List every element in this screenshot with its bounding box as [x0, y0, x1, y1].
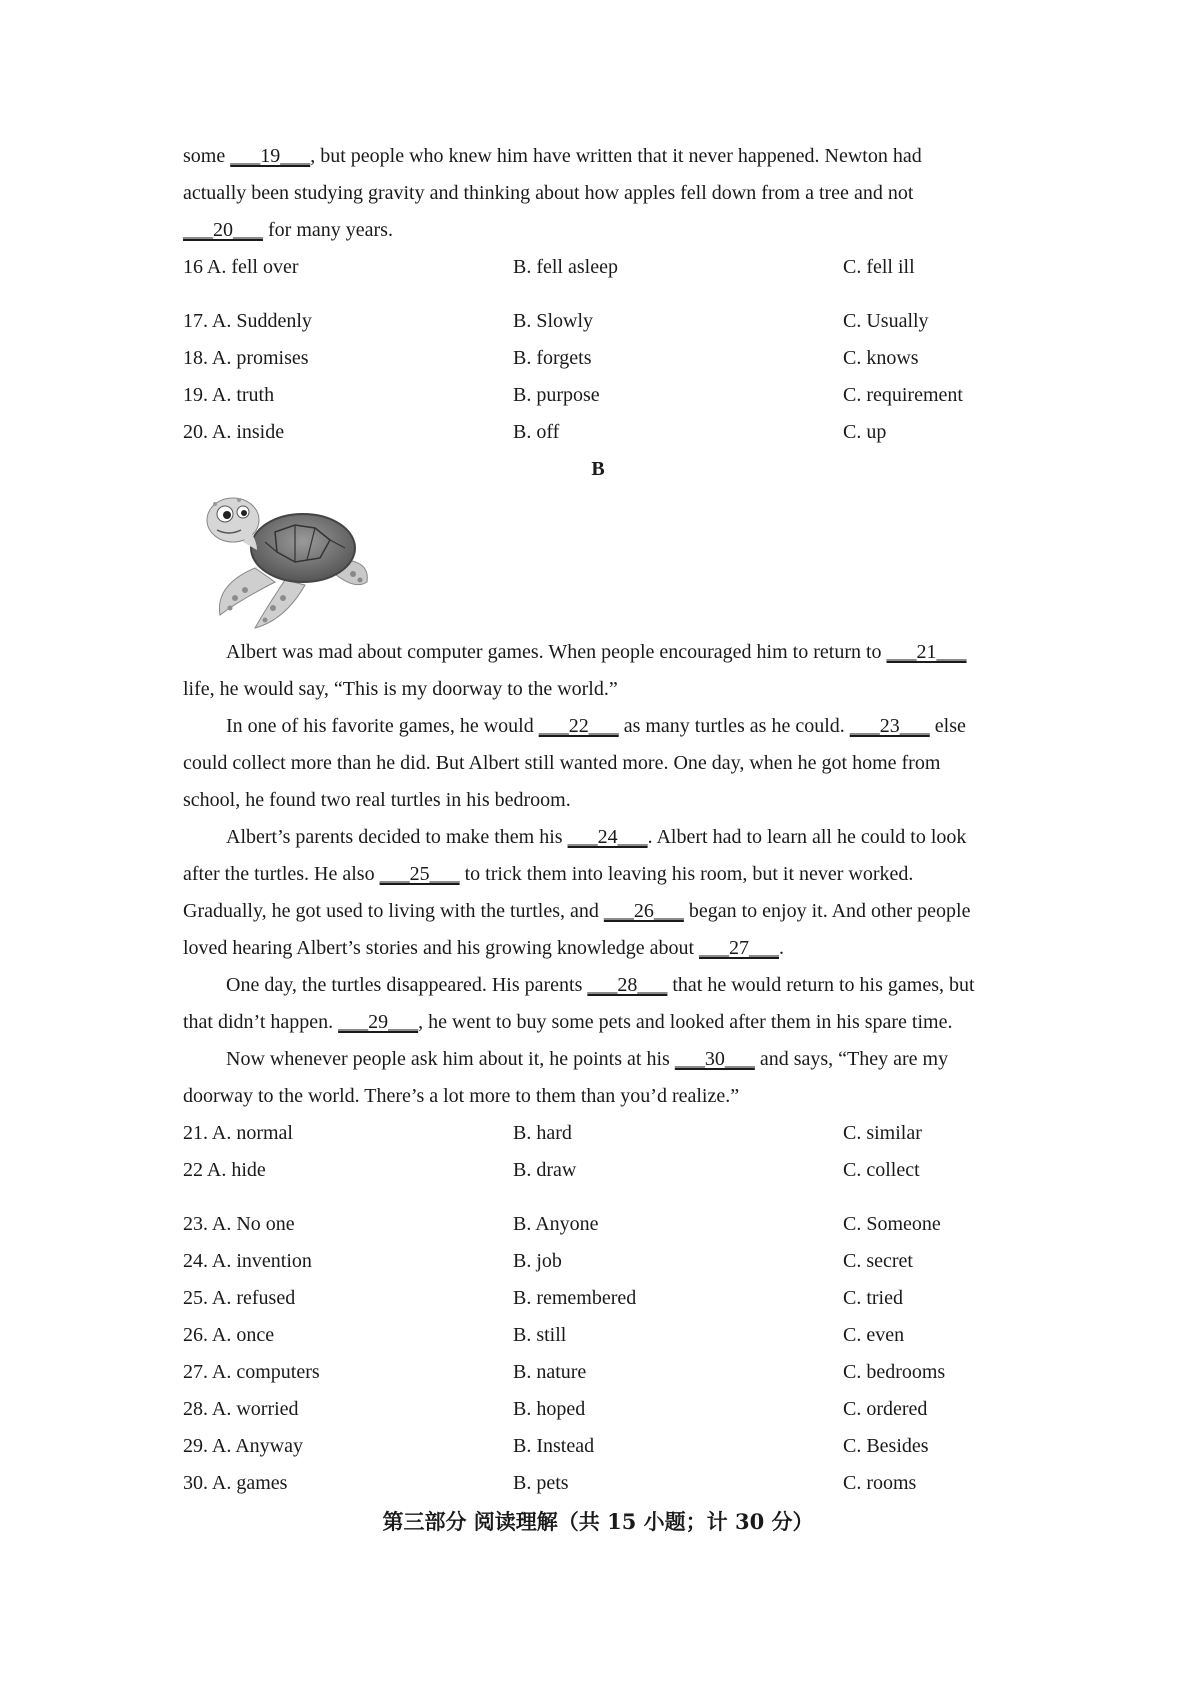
part-three-title: 第三部分 阅读理解（共 15 小题；计 30 分）	[382, 1509, 814, 1534]
blank-22: ___22___	[538, 715, 619, 737]
option-row: 24. A. invention B. job C. secret	[183, 1250, 913, 1272]
option-row: 20. A. inside B. off C. up	[183, 421, 887, 443]
option-row: 27. A. computers B. nature C. bedrooms	[183, 1361, 946, 1383]
blank-19: ___19___	[230, 145, 311, 167]
blank-23: ___23___	[849, 715, 930, 737]
blank-21: ___21___	[886, 641, 967, 663]
blank-24: ___24___	[567, 826, 648, 848]
passage-line: school, he found two real turtles in his bedroom.	[183, 789, 571, 811]
blank-29: ___29___	[338, 1011, 419, 1033]
option-row: 17. A. Suddenly B. Slowly C. Usually	[183, 310, 929, 332]
sea-turtle-icon	[195, 490, 375, 630]
option-row: 26. A. once B. still C. even	[183, 1324, 905, 1346]
passage-line: Gradually, he got used to living with the turtles, and ___26___ began to enjoy it. And other people	[183, 900, 971, 922]
passage-line: Now whenever people ask him about it, he points at his ___30___ and says, “They are my	[226, 1048, 949, 1070]
passage-line: One day, the turtles disappeared. His parents ___28___ that he would return to his games, but	[226, 974, 975, 996]
passage-line: after the turtles. He also ___25___ to trick them into leaving his room, but it never worked.	[183, 863, 914, 885]
blank-25: ___25___	[379, 863, 460, 885]
section-b-title: B	[591, 458, 605, 480]
passage-line: Albert was mad about computer games. When people encouraged him to return to ___21___	[226, 641, 967, 663]
option-row: 23. A. No one B. Anyone C. Someone	[183, 1213, 941, 1235]
passage-line: loved hearing Albert’s stories and his growing knowledge about ___27___.	[183, 937, 785, 959]
blank-26: ___26___	[603, 900, 684, 922]
passage-line: life, he would say, “This is my doorway to the world.”	[183, 678, 618, 700]
passage-line: ___20___ for many years.	[183, 219, 393, 241]
option-row: 30. A. games B. pets C. rooms	[183, 1472, 917, 1494]
passage-line: actually been studying gravity and thinking about how apples fell down from a tree and not	[183, 182, 914, 204]
blank-20: ___20___	[183, 219, 263, 241]
blank-27: ___27___	[699, 937, 780, 959]
passage-line: that didn’t happen. ___29___, he went to buy some pets and looked after them in his spare time.	[183, 1011, 953, 1033]
option-row: 28. A. worried B. hoped C. ordered	[183, 1398, 928, 1420]
option-row: 25. A. refused B. remembered C. tried	[183, 1287, 903, 1309]
passage-line: In one of his favorite games, he would ___22___ as many turtles as he could. ___23___ else	[226, 715, 966, 737]
option-row: 22 A. hide B. draw C. collect	[183, 1159, 920, 1181]
option-row: 18. A. promises B. forgets C. knows	[183, 347, 919, 369]
option-row: 19. A. truth B. purpose C. requirement	[183, 384, 963, 406]
passage-line: some ___19___, but people who knew him have written that it never happened. Newton had	[183, 145, 922, 167]
option-row: 16 A. fell over B. fell asleep C. fell ill	[183, 256, 915, 278]
exam-page	[183, 138, 1033, 1542]
option-row: 29. A. Anyway B. Instead C. Besides	[183, 1435, 929, 1457]
passage-line: doorway to the world. There’s a lot more to them than you’d realize.”	[183, 1085, 740, 1107]
passage-line: could collect more than he did. But Albert still wanted more. One day, when he got home from	[183, 752, 941, 774]
blank-28: ___28___	[587, 974, 668, 996]
blank-30: ___30___	[674, 1048, 755, 1070]
option-row: 21. A. normal B. hard C. similar	[183, 1122, 922, 1144]
passage-line: Albert’s parents decided to make them his ___24___. Albert had to learn all he could to look	[226, 826, 967, 848]
